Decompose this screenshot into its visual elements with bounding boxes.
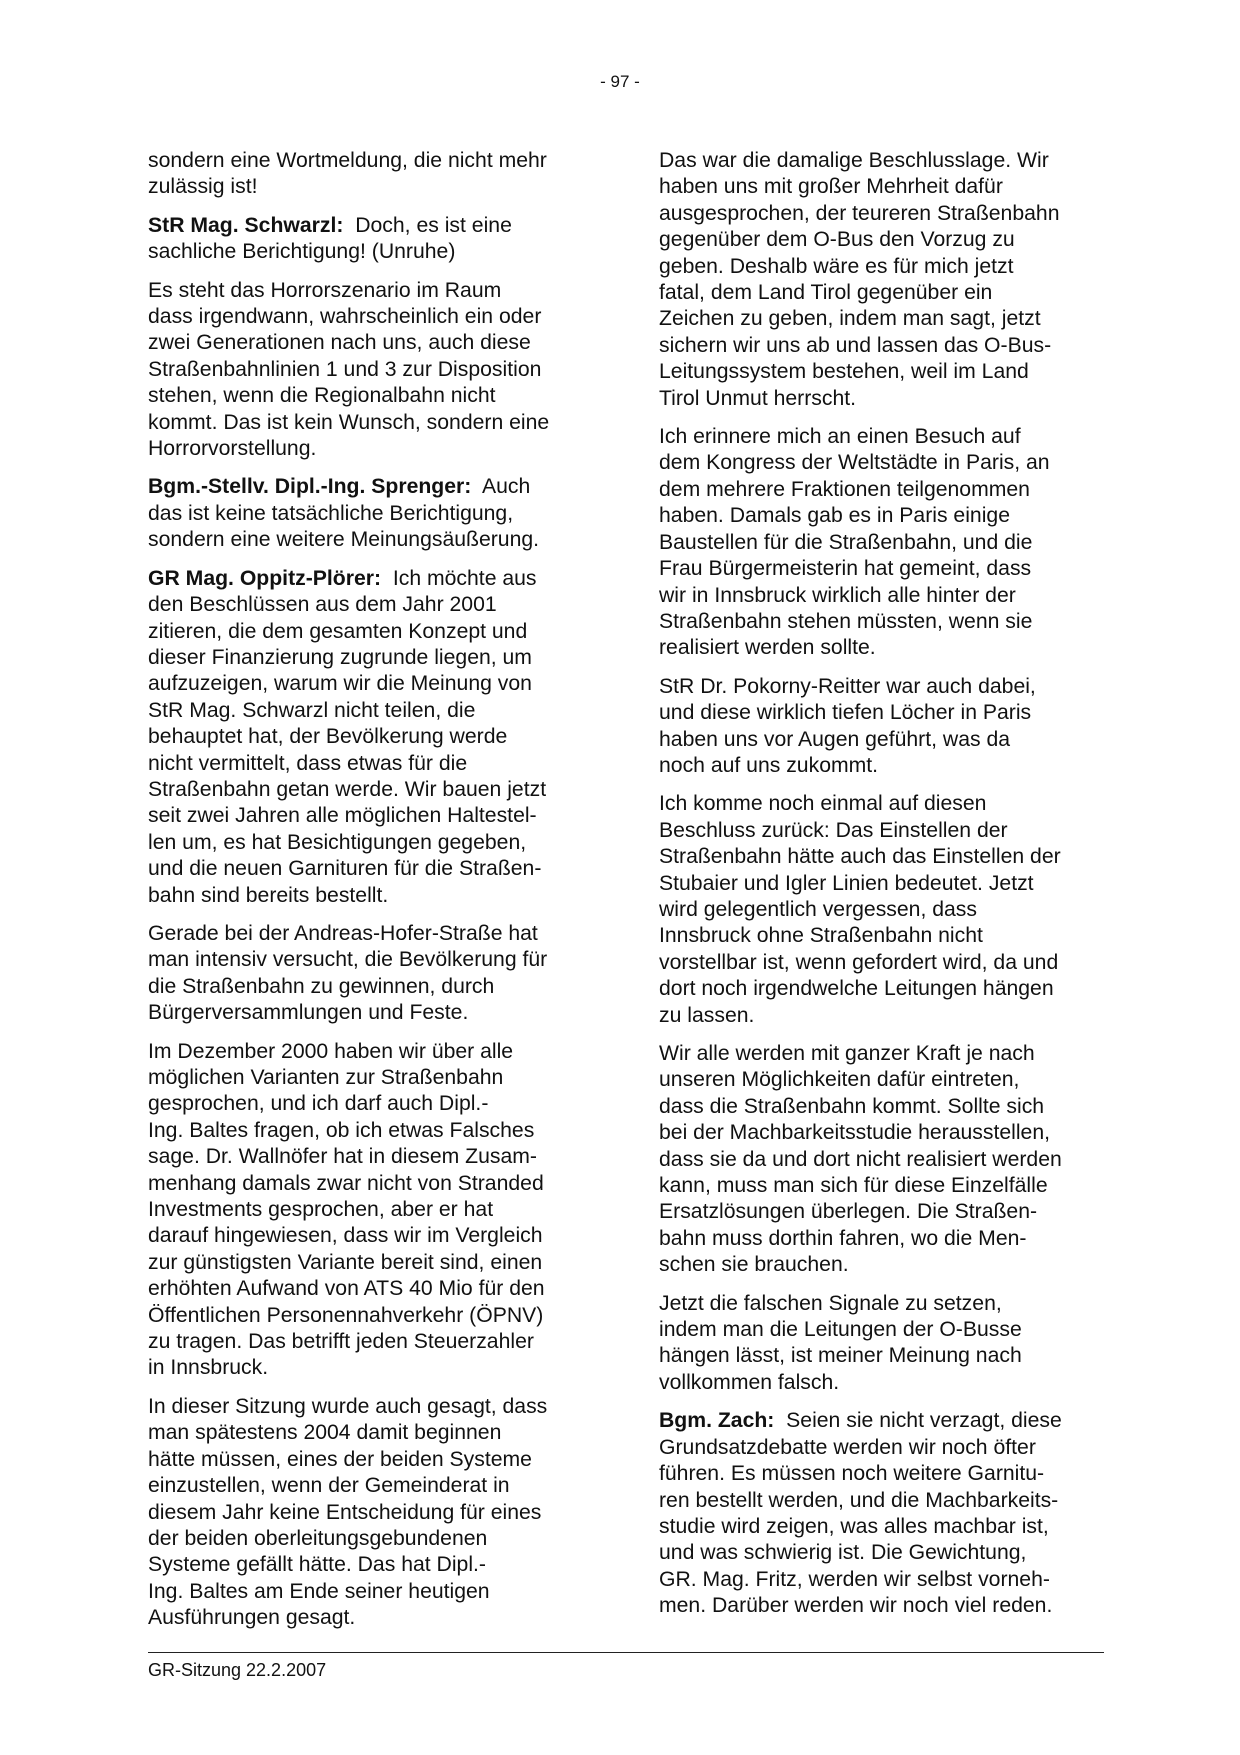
text-line: dass sie da und dort nicht realisiert werden (659, 1147, 1062, 1171)
text-line: geben. Deshalb wäre es für mich jetzt (659, 254, 1014, 278)
text-line: Zeichen zu geben, indem man sagt, jetzt (659, 307, 1041, 331)
footer-session-date: GR-Sitzung 22.2.2007 (148, 1660, 327, 1680)
text-line: Leitungssystem bestehen, weil im Land (659, 360, 1029, 384)
text-line: man spätestens 2004 damit beginnen (148, 1421, 502, 1445)
text-line: hätte müssen, eines der beiden Systeme (148, 1447, 532, 1471)
paragraph (148, 1039, 588, 1382)
text-line: sichern wir uns ab und lassen das O-Bus- (659, 333, 1052, 357)
text-line: aufzuzeigen, warum wir die Meinung von (148, 672, 532, 696)
text-line: Frau Bürgermeisterin hat gemeint, dass (659, 557, 1032, 581)
page-number: - 97 - (600, 72, 640, 91)
text-line: Das war die damalige Beschlusslage. Wir (659, 149, 1049, 172)
text-line: Ing. Baltes am Ende seiner heutigen (148, 1579, 490, 1603)
text-line: dieser Finanzierung zugrunde liegen, um (148, 645, 532, 669)
text-line: Systeme gefällt hätte. Das hat Dipl.- (148, 1553, 486, 1577)
text-line: sondern eine weitere Meinungsäußerung. (148, 528, 540, 552)
text-line: unseren Möglichkeiten dafür eintreten, (659, 1068, 1020, 1092)
speaker-name: GR Mag. Oppitz-Plörer: (148, 566, 382, 590)
paragraph (148, 213, 588, 266)
text-line: und die neuen Garnituren für die Straßen- (148, 857, 542, 881)
text-line: zur günstigsten Variante bereit sind, einen (148, 1250, 543, 1274)
text-line: StR Mag. Schwarzl nicht teilen, die (148, 698, 476, 722)
speaker-name: Bgm. Zach: (659, 1409, 775, 1433)
paragraph (659, 148, 1103, 412)
text-line: Seien sie nicht verzagt, diese (786, 1409, 1062, 1433)
text-line: bei der Machbarkeitsstudie herausstellen, (659, 1121, 1051, 1145)
text-line: gesprochen, und ich darf auch Dipl.- (148, 1092, 489, 1116)
text-line: in Innsbruck. (148, 1356, 269, 1380)
paragraph (659, 791, 1103, 1029)
text-line: dort noch irgendwelche Leitungen hängen (659, 977, 1054, 1001)
text-line: sage. Dr. Wallnöfer hat in diesem Zusam- (148, 1145, 537, 1169)
text-line: vollkommen falsch. (659, 1370, 840, 1394)
text-line: dem mehrere Fraktionen teilgenommen (659, 477, 1030, 501)
text-line: Grundsatzdebatte werden wir noch öfter (659, 1435, 1036, 1459)
text-line: men. Darüber werden wir noch viel reden. (659, 1594, 1053, 1618)
text-line: Ich erinnere mich an einen Besuch auf (659, 425, 1021, 449)
text-line: diesem Jahr keine Entscheidung für eines (148, 1500, 542, 1524)
text-line: Straßenbahnlinien 1 und 3 zur Disposition (148, 357, 542, 381)
text-line: zu tragen. Das betrifft jeden Steuerzahler (148, 1330, 534, 1354)
text-line: menhang damals zwar nicht von Stranded (148, 1171, 544, 1195)
text-line: realisiert werden sollte. (659, 636, 876, 660)
text-line: seit zwei Jahren alle möglichen Haltestel- (148, 804, 537, 828)
text-line: Straßenbahn stehen müssten, wenn sie (659, 609, 1033, 633)
text-line: zwei Generationen nach uns, auch diese (148, 331, 531, 355)
text-line: Straßenbahn hätte auch das Einstellen der (659, 845, 1061, 869)
text-line: noch auf uns zukommt. (659, 753, 879, 777)
text-line: Ausführungen gesagt. (148, 1606, 356, 1630)
text-line: Gerade bei der Andreas-Hofer-Straße hat (148, 921, 538, 945)
footer-divider (148, 1652, 1104, 1653)
paragraph (148, 278, 588, 463)
text-line: Doch, es ist eine (355, 213, 512, 237)
text-line: möglichen Varianten zur Straßenbahn (148, 1066, 504, 1089)
paragraph (659, 674, 1103, 780)
text-line: schen sie brauchen. (659, 1253, 849, 1277)
text-line: len um, es hat Besichtigungen gegeben, (148, 830, 527, 854)
text-line: Beschluss zurück: Das Einstellen der (659, 818, 1008, 842)
text-line: Baustellen für die Straßenbahn, und die (659, 530, 1033, 554)
text-line: kann, muss man sich für diese Einzelfälle (659, 1174, 1048, 1198)
paragraph (659, 424, 1103, 662)
speaker-name: Bgm.-Stellv. Dipl.-Ing. Sprenger: (148, 475, 472, 499)
text-line: dass die Straßenbahn kommt. Sollte sich (659, 1094, 1045, 1118)
text-line: Öffentlichen Personennahverkehr (ÖPNV) (148, 1303, 544, 1327)
text-line: Jetzt die falschen Signale zu setzen, (659, 1291, 1002, 1315)
paragraph (659, 1291, 1103, 1397)
left-column (148, 148, 588, 1644)
text-line: nicht vermittelt, dass etwas für die (148, 751, 468, 775)
text-line: studie wird zeigen, was alles machbar ist, (659, 1514, 1049, 1538)
text-line: Horrorvorstellung. (148, 437, 317, 461)
right-column (659, 148, 1103, 1632)
text-line: Ich möchte aus (392, 566, 537, 590)
text-line: Es steht das Horrorszenario im Raum (148, 278, 502, 302)
text-line: fatal, dem Land Tirol gegenüber ein (659, 281, 993, 305)
text-line: Ing. Baltes fragen, ob ich etwas Falsches (148, 1118, 535, 1142)
text-line: dem Kongress der Weltstädte in Paris, an (659, 451, 1050, 475)
text-line: Tirol Unmut herrscht. (659, 386, 857, 410)
text-line: einzustellen, wenn der Gemeinderat in (148, 1474, 510, 1498)
text-line: ren bestellt werden, und die Machbarkeits- (659, 1488, 1059, 1512)
text-line: Ich komme noch einmal auf diesen (659, 792, 987, 816)
text-line: man intensiv versucht, die Bevölkerung für (148, 948, 548, 972)
text-line: In dieser Sitzung wurde auch gesagt, dass (148, 1394, 548, 1418)
text-line: sondern eine Wortmeldung, die nicht mehr (148, 149, 547, 172)
paragraph (148, 921, 588, 1027)
text-line: darauf hingewiesen, dass wir im Vergleich (148, 1224, 543, 1248)
text-line: StR Dr. Pokorny-Reitter war auch dabei, (659, 674, 1036, 698)
text-line: führen. Es müssen noch weitere Garnitu- (659, 1462, 1045, 1486)
paragraph (148, 1394, 588, 1632)
text-line: kommt. Das ist kein Wunsch, sondern eine (148, 410, 550, 434)
paragraph (148, 566, 588, 909)
text-line: zitieren, die dem gesamten Konzept und (148, 619, 528, 643)
text-line: haben uns mit großer Mehrheit dafür (659, 175, 1003, 199)
text-line: haben. Damals gab es in Paris einige (659, 504, 1010, 528)
text-line: sachliche Berichtigung! (Unruhe) (148, 240, 456, 264)
text-line: Straßenbahn getan werde. Wir bauen jetzt (148, 777, 547, 801)
text-line: vorstellbar ist, wenn gefordert wird, da und (659, 950, 1059, 974)
text-line: dass irgendwann, wahrscheinlich ein oder (148, 305, 542, 329)
text-line: zulässig ist! (148, 175, 258, 199)
text-line: ausgesprochen, der teureren Straßenbahn (659, 201, 1060, 225)
speaker-name: StR Mag. Schwarzl: (148, 213, 344, 237)
text-line: die Straßenbahn zu gewinnen, durch (148, 974, 495, 998)
text-line: bahn muss dorthin fahren, wo die Men- (659, 1226, 1027, 1250)
text-line: erhöhten Aufwand von ATS 40 Mio für den (148, 1277, 545, 1301)
text-line: zu lassen. (659, 1003, 755, 1027)
paragraph (148, 474, 588, 553)
text-line: Investments gesprochen, aber er hat (148, 1198, 494, 1222)
text-line: bahn sind bereits bestellt. (148, 883, 389, 907)
text-line: indem man die Leitungen der O-Busse (659, 1318, 1022, 1342)
text-line: hängen lässt, ist meiner Meinung nach (659, 1344, 1022, 1368)
text-line: wird gelegentlich vergessen, dass (659, 897, 977, 921)
text-line: gegenüber dem O-Bus den Vorzug zu (659, 228, 1015, 252)
text-line: stehen, wenn die Regionalbahn nicht (148, 384, 496, 408)
text-line: haben uns vor Augen geführt, was da (659, 727, 1011, 751)
paragraph (659, 1408, 1103, 1619)
text-line: wir in Innsbruck wirklich alle hinter der (659, 583, 1016, 607)
text-line: Auch (481, 475, 531, 499)
text-line: das ist keine tatsächliche Berichtigung, (148, 501, 514, 525)
text-line: Wir alle werden mit ganzer Kraft je nach (659, 1042, 1035, 1065)
text-line: Bürgerversammlungen und Feste. (148, 1001, 469, 1025)
text-line: Stubaier und Igler Linien bedeutet. Jetzt (659, 871, 1034, 895)
paragraph (148, 148, 588, 201)
text-line: den Beschlüssen aus dem Jahr 2001 (148, 593, 497, 617)
text-line: Ersatzlösungen überlegen. Die Straßen- (659, 1200, 1038, 1224)
text-line: und was schwierig ist. Die Gewichtung, (659, 1541, 1027, 1565)
text-line: GR. Mag. Fritz, werden wir selbst vorneh- (659, 1567, 1050, 1591)
text-line: und diese wirklich tiefen Löcher in Paris (659, 701, 1032, 725)
text-line: der beiden oberleitungsgebundenen (148, 1526, 488, 1550)
text-line: Im Dezember 2000 haben wir über alle (148, 1039, 514, 1063)
text-line: Innsbruck ohne Straßenbahn nicht (659, 924, 983, 948)
paragraph (659, 1041, 1103, 1279)
text-line: behauptet hat, der Bevölkerung werde (148, 725, 508, 749)
